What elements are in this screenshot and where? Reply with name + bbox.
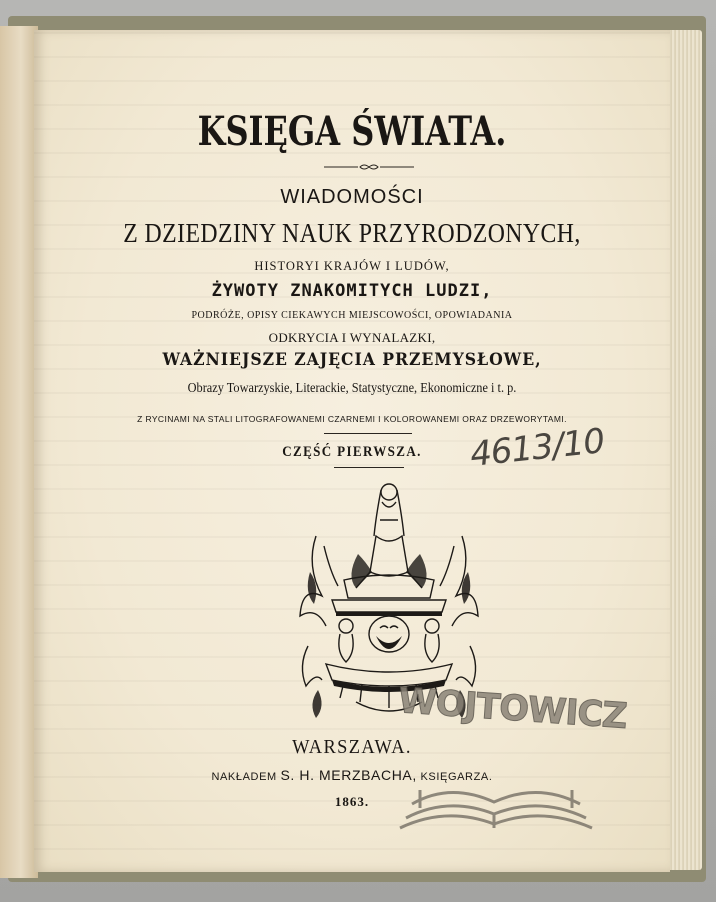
subtitle-line-5: PODRÓŻE, OPISY CIEKAWYCH MIEJSCOWOŚCI, OPOWIADANIA [191,310,513,321]
part-label: CZĘŚĆ PIERWSZA. [282,444,422,460]
subtitle-line-9: Z RYCINAMI NA STALI LITOGRAFOWANEMI CZARNEMI I KOLOROWANEMI ORAZ DRZEWORYTAMI. [137,414,567,424]
handwritten-accession-number: 4613/10 [468,421,606,475]
subtitle-line-6: ODKRYCIA I WYNALAZKI, [268,330,436,345]
title-ornament [324,162,414,172]
subtitle-line-4: ŻYWOTY ZNAKOMITYCH LUDZI, [211,281,493,301]
book-title: KSIĘGA ŚWIATA. [197,108,507,155]
divider-rule-upper [324,433,412,434]
watermark-stamp-text: WOJTOWICZ [396,681,628,737]
facing-page-edge [0,26,38,878]
imprint-year: 1863. [334,794,370,809]
subtitle-line-3: HISTORYI KRAJÓW I LUDÓW, [254,259,450,273]
divider-rule-lower [334,467,404,468]
subtitle-line-2: Z DZIEDZINY NAUK PRZYRODZONYCH, [123,218,581,248]
subtitle-line-1: WIADOMOŚCI [280,186,424,208]
publisher-name: S. H. MERZBACHA, [280,767,417,783]
imprint-city: WARSZAWA. [292,736,412,758]
publisher-prefix: NAKŁADEM [211,771,277,783]
subtitle-line-7: WAŻNIEJSZE ZAJĘCIA PRZEMYSŁOWE, [162,350,542,369]
subtitle-line-8: Obrazy Towarzyskie, Literackie, Statystyczne, Ekonomiczne i t. p. [187,381,517,396]
publisher-suffix: KSIĘGARZA. [420,771,493,783]
